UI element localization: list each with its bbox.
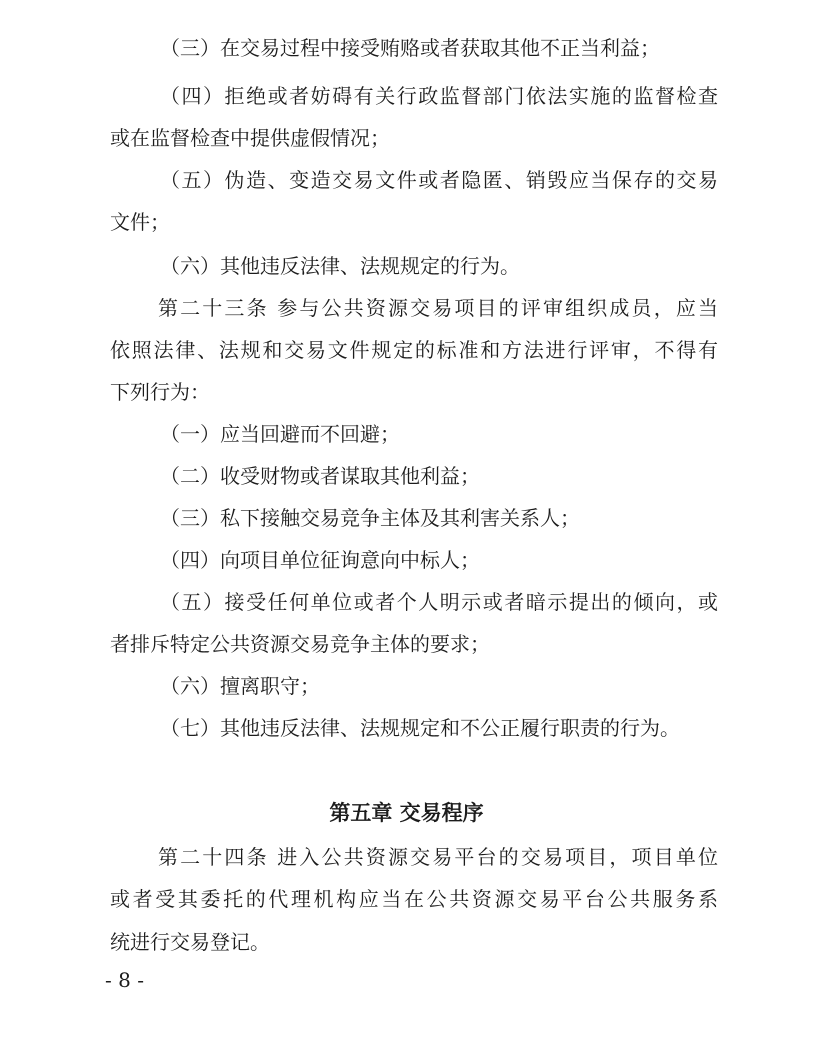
article-24-line-2: 或者受其委托的代理机构应当在公共资源交易平台公共服务系 bbox=[110, 887, 718, 911]
a23-item-2: （二）收受财物或者谋取其他利益； bbox=[160, 464, 480, 488]
item-4-continuation: 或在监督检查中提供虚假情况； bbox=[110, 126, 390, 150]
article-24-line-3: 统进行交易登记。 bbox=[110, 930, 270, 954]
a23-item-3: （三）私下接触交易竞争主体及其利害关系人； bbox=[160, 506, 580, 530]
a23-item-7: （七）其他违反法律、法规规定和不公正履行职责的行为。 bbox=[160, 716, 680, 740]
item-6-other-violations: （六）其他违反法律、法规规定的行为。 bbox=[160, 254, 520, 278]
item-3-bribery: （三）在交易过程中接受贿赂或者获取其他不正当利益； bbox=[160, 36, 660, 60]
a23-item-4: （四）向项目单位征询意向中标人； bbox=[160, 548, 480, 572]
chapter-5-heading: 第五章 交易程序 bbox=[329, 801, 484, 825]
article-23-line-3: 下列行为： bbox=[110, 380, 210, 404]
item-5-continuation: 文件； bbox=[110, 210, 170, 234]
article-24-line-1: 第二十四条 进入公共资源交易平台的交易项目，项目单位 bbox=[158, 845, 718, 869]
a23-item-5-continuation: 者排斥特定公共资源交易竞争主体的要求； bbox=[110, 632, 490, 656]
article-23-heading-line: 第二十三条 参与公共资源交易项目的评审组织成员，应当 bbox=[158, 296, 718, 320]
article-23-line-2: 依照法律、法规和交易文件规定的标准和方法进行评审，不得有 bbox=[110, 338, 718, 362]
item-5-forge-documents: （五）伪造、变造交易文件或者隐匿、销毁应当保存的交易 bbox=[160, 168, 718, 192]
a23-item-5: （五）接受任何单位或者个人明示或者暗示提出的倾向，或 bbox=[160, 590, 718, 614]
page-number: - 8 - bbox=[105, 968, 144, 992]
a23-item-1: （一）应当回避而不回避； bbox=[160, 422, 400, 446]
a23-item-6: （六）擅离职守； bbox=[160, 674, 320, 698]
item-4-obstruct-supervision: （四）拒绝或者妨碍有关行政监督部门依法实施的监督检查 bbox=[160, 84, 718, 108]
